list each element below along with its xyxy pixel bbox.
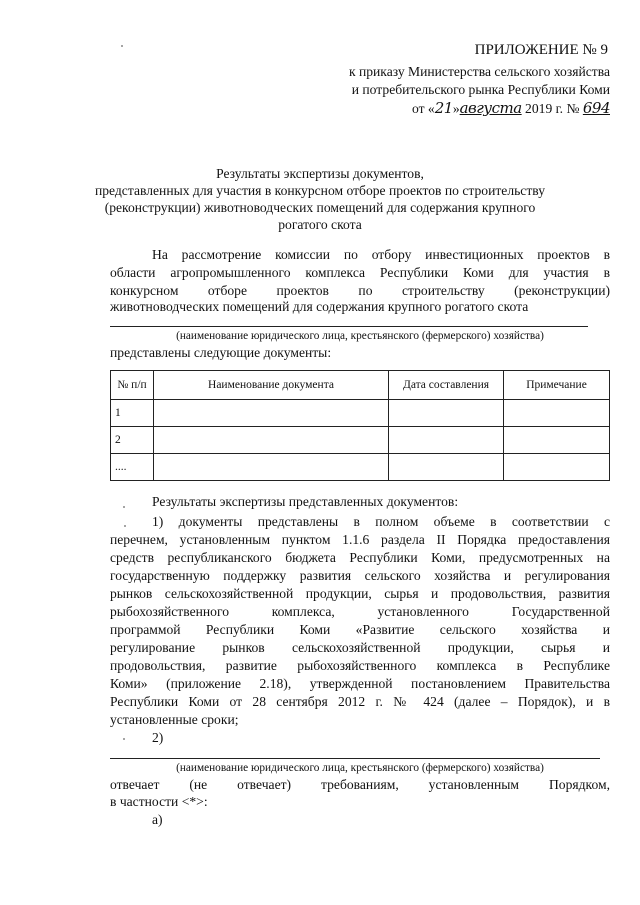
complies-line-1: отвечает (не отвечает) требованиям, установленным Порядком, (110, 777, 610, 792)
order-date-line (300, 100, 610, 118)
title-line-2: представленных для участия в конкурсном отборе проектов по строительству (94, 183, 546, 198)
results-line: регулирование рынков сельскохозяйственной продукции, сырья и (110, 640, 610, 655)
title-line-3: (реконструкции) животноводческих помещений для содержания крупного (104, 200, 536, 215)
intro-line-2: области агропромышленного комплекса Республики Коми для участия в (110, 265, 610, 280)
row-note (504, 400, 610, 427)
results-heading: Результаты экспертизы представленных документов: (152, 494, 459, 509)
row-date (389, 427, 504, 454)
row-date (389, 400, 504, 427)
title-line-4: рогатого скота (278, 217, 362, 232)
results-line: установленные сроки; (110, 712, 239, 727)
row-document (154, 454, 389, 481)
entity-name-caption: (наименование юридического лица, крестьянского (фермерского) хозяйства) (176, 330, 544, 342)
date-mid: » (452, 101, 460, 116)
table-row (111, 400, 610, 427)
row-note (504, 427, 610, 454)
order-line-2: и потребительского рынка Республики Коми (351, 82, 610, 97)
row-number: .... (111, 454, 154, 481)
table-row (111, 427, 610, 454)
col-document-header: Наименование документа (154, 371, 389, 400)
entity-name-underline (110, 326, 588, 327)
table-row (111, 454, 610, 481)
row-document (154, 427, 389, 454)
results-line: перечнем, установленным пунктом 1.1.6 раздела II Порядка предоставления (110, 532, 610, 547)
scan-speck (123, 738, 125, 740)
complies-line-2: в частности <*>: (110, 794, 208, 809)
title-line-1: Результаты экспертизы документов, (216, 166, 424, 181)
entity-name-caption-2: (наименование юридического лица, крестьянского (фермерского) хозяйства) (176, 762, 544, 774)
scan-speck (124, 525, 126, 527)
results-line: Республики Коми от 28 сентября 2012 г. № 424 (далее – Порядок), и в (110, 694, 610, 709)
col-number-header: № п/п (111, 371, 154, 400)
date-year: 2019 г. № (525, 101, 580, 116)
documents-table (110, 370, 610, 481)
date-month-handwritten: августа (459, 99, 522, 117)
row-number: 1 (111, 400, 154, 427)
results-line: программой Республики Коми «Развитие сельского хозяйства и (110, 622, 610, 637)
date-day-handwritten: 21 (434, 99, 453, 117)
results-line: государственную поддержку развития сельского хозяйства и регулирования (110, 568, 610, 583)
order-line-1: к приказу Министерства сельского хозяйства (348, 64, 610, 79)
row-document (154, 400, 389, 427)
results-line: Коми» (приложение 2.18), утвержденной постановлением Правительства (110, 676, 610, 691)
date-prefix: от « (411, 101, 435, 116)
row-note (504, 454, 610, 481)
results-line: 1) документы представлены в полном объеме в соответствии с (152, 514, 610, 529)
results-line: средств республиканского бюджета Республики Коми, предусмотренных на (110, 550, 610, 565)
results-line: продовольствия, развитие рыбохозяйственного комплекса в Республике (110, 658, 610, 673)
col-note-header: Примечание (504, 371, 610, 400)
item-a-label: а) (152, 812, 163, 827)
item-2-label: 2) (152, 730, 164, 745)
entity-name-underline-2 (110, 758, 600, 759)
row-date (389, 454, 504, 481)
intro-line-4: животноводческих помещений для содержания крупного рогатого скота (110, 299, 529, 314)
results-line: рынков сельскохозяйственной продукции, сырья и продовольствия, развития (110, 586, 610, 601)
appendix-label: ПРИЛОЖЕНИЕ № 9 (474, 42, 608, 58)
scan-speck (121, 45, 123, 47)
order-number-handwritten: 694 (582, 99, 610, 117)
intro-line-1: На рассмотрение комиссии по отбору инвестиционных проектов в (152, 247, 610, 262)
table-header-row (111, 371, 610, 400)
scan-speck (123, 506, 125, 508)
submitted-docs-label: представлены следующие документы: (110, 345, 332, 360)
col-date-header: Дата составления (389, 371, 504, 400)
intro-line-3: конкурсном отборе проектов по строительству (реконструкции) (110, 283, 610, 298)
results-line: рыбохозяйственного комплекса, установленного Государственной (110, 604, 610, 619)
row-number: 2 (111, 427, 154, 454)
